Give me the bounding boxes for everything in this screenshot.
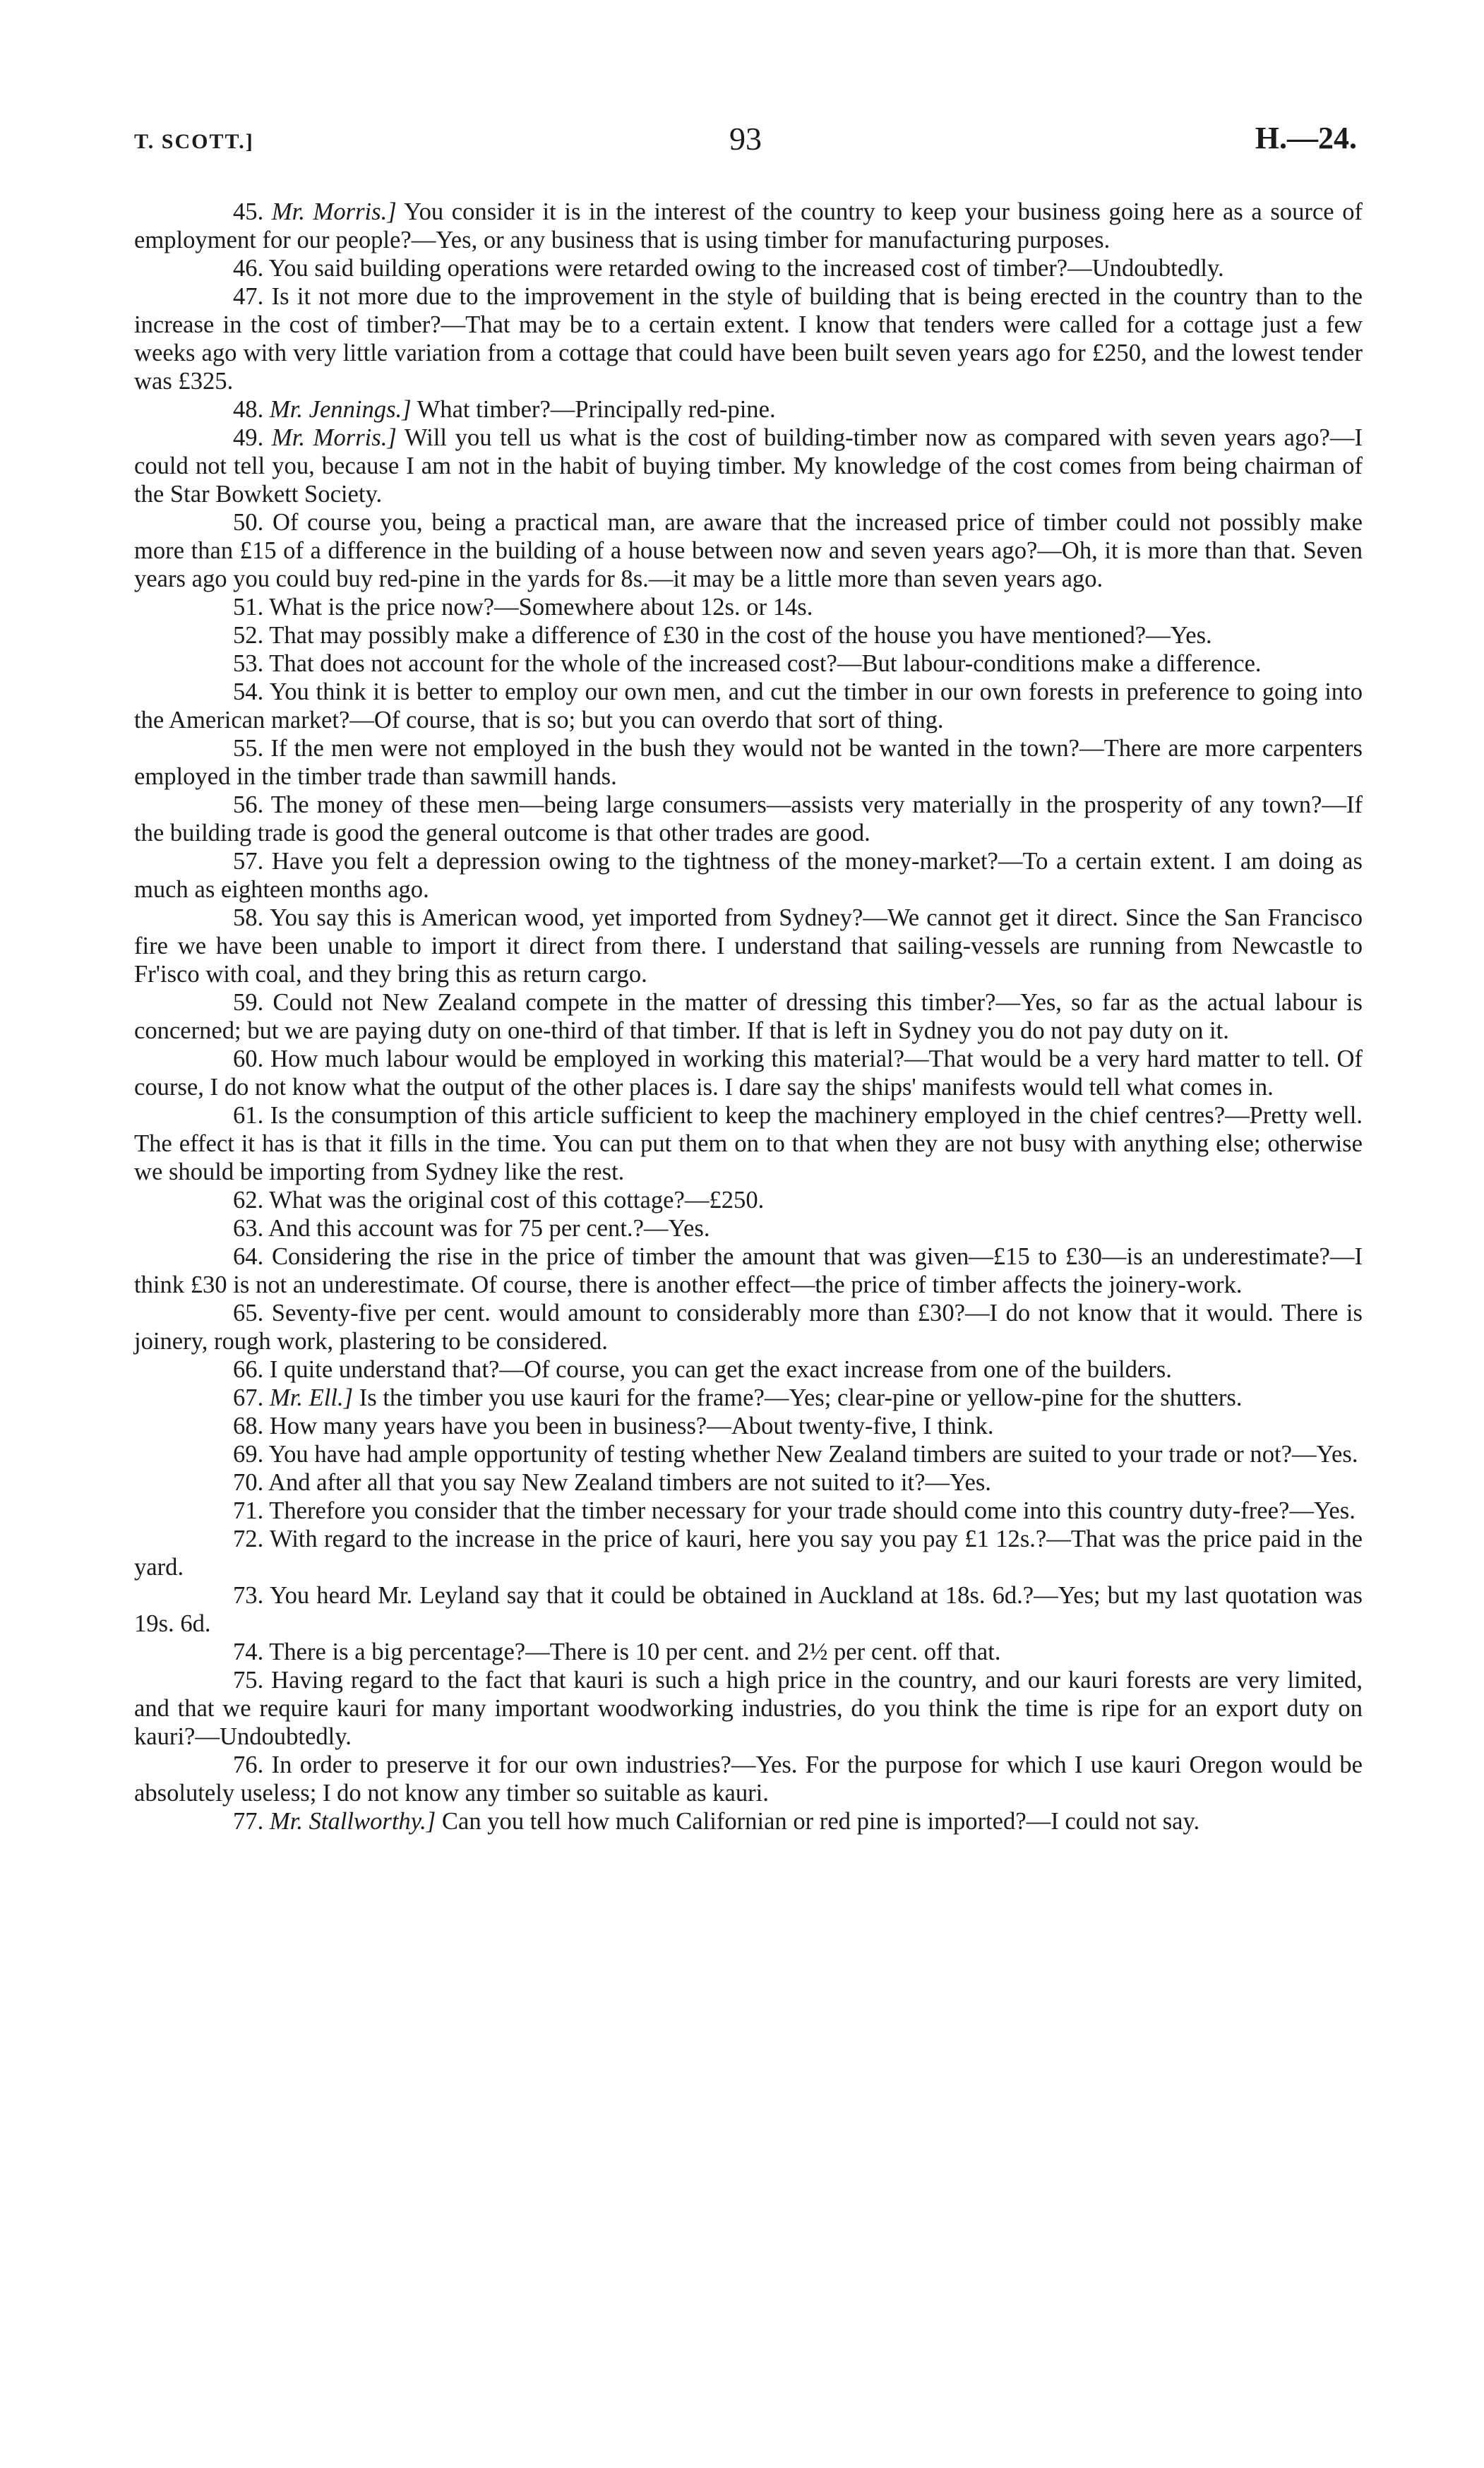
question-number: 57. <box>233 848 264 875</box>
question-answer-text: Could not New Zealand compete in the matter of dressing this timber?—Yes, so far as the actual labour is concerned; but we are paying duty on one-third of that timber. If that is left in Sydney you do not pay duty on it. <box>134 989 1363 1044</box>
question-number: 67. <box>233 1384 264 1411</box>
question-answer-text: How much labour would be employed in working this material?—That would be a very hard matter to tell. Of course, I do not know what the output of the other places is. I dare say the ships' manifests would tell what comes in. <box>134 1046 1363 1101</box>
question-answer-text: Considering the rise in the price of timber the amount that was given—£15 to £30—is an underestimate?—I think £30 is not an underestimate. Of course, there is another effect—the price of timber affects the joinery-work. <box>134 1243 1363 1298</box>
question-answer-text: Seventy-five per cent. would amount to considerably more than £30?—I do not know that it would. There is joinery, rough work, plastering to be considered. <box>134 1300 1363 1355</box>
question-number: 75. <box>233 1667 264 1694</box>
minutes-of-evidence <box>134 198 1363 1835</box>
question-paragraph <box>134 649 1363 678</box>
question-number: 61. <box>233 1102 264 1129</box>
question-number: 77. <box>233 1808 264 1835</box>
question-paragraph <box>134 988 1363 1045</box>
question-paragraph <box>134 1581 1363 1638</box>
question-paragraph <box>134 1214 1363 1242</box>
question-answer-text: You said building operations were retarded owing to the increased cost of timber?—Undoubtedly. <box>268 255 1224 282</box>
question-answer-text: You have had ample opportunity of testing whether New Zealand timbers are suited to your trade or not?—Yes. <box>268 1441 1358 1468</box>
question-number: 50. <box>233 509 264 536</box>
question-answer-text: Having regard to the fact that kauri is such a high price in the country, and our kauri forests are very limited, and that we require kauri for many important woodworking industries, do you think the time is ripe for an export duty on kauri?—Undoubtedly. <box>134 1667 1363 1750</box>
question-answer-text: If the men were not employed in the bush they would not be wanted in the town?—There are more carpenters employed in the timber trade than sawmill hands. <box>134 735 1363 790</box>
question-paragraph <box>134 904 1363 988</box>
question-paragraph <box>134 282 1363 395</box>
question-answer-text: Is the timber you use kauri for the frame?—Yes; clear-pine or yellow-pine for the shutters. <box>359 1384 1243 1411</box>
question-paragraph <box>134 1525 1363 1581</box>
question-answer-text: That may possibly make a difference of £30 in the cost of the house you have mentioned?—Yes. <box>269 622 1212 649</box>
question-paragraph <box>134 1412 1363 1440</box>
question-answer-text: Will you tell us what is the cost of building-timber now as compared with seven years ago?—I could not tell you, because I am not in the habit of buying timber. My knowledge of the cost comes from being chairman of the Star Bowkett Society. <box>134 424 1363 508</box>
question-paragraph <box>134 508 1363 593</box>
question-number: 63. <box>233 1215 264 1242</box>
question-number: 56. <box>233 791 264 818</box>
question-number: 52. <box>233 622 264 649</box>
question-paragraph <box>134 1299 1363 1355</box>
question-number: 71. <box>233 1497 264 1524</box>
question-number: 55. <box>233 735 264 762</box>
question-answer-text: Can you tell how much Californian or red pine is imported?—I could not say. <box>441 1808 1200 1835</box>
question-number: 45. <box>233 198 264 225</box>
question-number: 46. <box>233 255 264 282</box>
question-number: 62. <box>233 1187 264 1214</box>
question-number: 65. <box>233 1300 264 1326</box>
question-number: 66. <box>233 1356 264 1383</box>
question-answer-text: Is it not more due to the improvement in the style of building that is being erected in the country than to the increase in the cost of timber?—That may be to a certain extent. I know that tenders were called for a cottage just a few weeks ago with very little variation from a cottage that could have been built seven years ago for £250, and the lowest tender was £325. <box>134 283 1363 395</box>
question-paragraph <box>134 1440 1363 1468</box>
question-number: 58. <box>233 904 264 931</box>
question-number: 70. <box>233 1469 264 1496</box>
question-paragraph <box>134 424 1363 508</box>
question-paragraph <box>134 198 1363 254</box>
question-answer-text: You think it is better to employ our own men, and cut the timber in our own forests in preference to going into the American market?—Of course, that is so; but you can overdo that sort of thing. <box>134 678 1363 733</box>
speaker-name: Mr. Ell.] <box>269 1384 354 1411</box>
question-number: 76. <box>233 1751 264 1778</box>
question-paragraph <box>134 254 1363 282</box>
question-paragraph <box>134 1497 1363 1525</box>
question-paragraph <box>134 1355 1363 1384</box>
question-paragraph <box>134 621 1363 649</box>
question-answer-text: There is a big percentage?—There is 10 per cent. and 2½ per cent. off that. <box>269 1639 1001 1665</box>
question-number: 54. <box>233 678 264 705</box>
question-paragraph <box>134 1468 1363 1497</box>
document-reference: H.—24. <box>1255 121 1357 155</box>
speaker-name: Mr. Morris.] <box>271 424 397 451</box>
question-number: 68. <box>233 1413 264 1439</box>
question-number: 64. <box>233 1243 264 1270</box>
question-number: 73. <box>233 1582 264 1609</box>
question-answer-text: The money of these men—being large consumers—assists very materially in the prosperity of any town?—If the building trade is good the general outcome is that other trades are good. <box>134 791 1363 846</box>
speaker-name: Mr. Jennings.] <box>269 396 412 423</box>
question-answer-text: What timber?—Principally red-pine. <box>417 396 776 423</box>
question-answer-text: Have you felt a depression owing to the tightness of the money-market?—To a certain extent. I am doing as much as eighteen months ago. <box>134 848 1363 903</box>
question-answer-text: That does not account for the whole of the increased cost?—But labour-conditions make a difference. <box>269 650 1262 677</box>
question-answer-text: And this account was for 75 per cent.?—Yes. <box>268 1215 710 1242</box>
question-paragraph <box>134 593 1363 621</box>
question-answer-text: I quite understand that?—Of course, you can get the exact increase from one of the builders. <box>269 1356 1172 1383</box>
question-answer-text: You heard Mr. Leyland say that it could be obtained in Auckland at 18s. 6d.?—Yes; but my last quotation was 19s. 6d. <box>134 1582 1363 1637</box>
question-answer-text: With regard to the increase in the price of kauri, here you say you pay £1 12s.?—That was the price paid in the yard. <box>134 1526 1363 1581</box>
question-number: 48. <box>233 396 264 423</box>
question-answer-text: You consider it is in the interest of the country to keep your business going here as a source of employment for our people?—Yes, or any business that is using timber for manufacturing purposes. <box>134 198 1363 253</box>
question-paragraph <box>134 734 1363 791</box>
question-paragraph <box>134 791 1363 847</box>
question-paragraph <box>134 1751 1363 1807</box>
question-answer-text: In order to preserve it for our own industries?—Yes. For the purpose for which I use kauri Oregon would be absolutely useless; I do not know any timber so suitable as kauri. <box>134 1751 1363 1807</box>
question-paragraph <box>134 1186 1363 1214</box>
page-header <box>134 120 1357 169</box>
question-number: 47. <box>233 283 264 310</box>
question-paragraph <box>134 1242 1363 1299</box>
question-number: 60. <box>233 1046 264 1072</box>
question-paragraph <box>134 1666 1363 1751</box>
question-number: 53. <box>233 650 264 677</box>
question-answer-text: Therefore you consider that the timber necessary for your trade should come into this country duty-free?—Yes. <box>269 1497 1356 1524</box>
question-paragraph <box>134 1384 1363 1412</box>
question-paragraph <box>134 1807 1363 1835</box>
question-paragraph <box>134 847 1363 904</box>
question-paragraph <box>134 1101 1363 1186</box>
speaker-name: Mr. Morris.] <box>271 198 397 225</box>
question-answer-text: And after all that you say New Zealand timbers are not suited to it?—Yes. <box>268 1469 991 1496</box>
question-answer-text: How many years have you been in business?—About twenty-five, I think. <box>269 1413 994 1439</box>
question-number: 72. <box>233 1526 264 1552</box>
question-number: 51. <box>233 594 264 621</box>
question-paragraph <box>134 1045 1363 1101</box>
question-answer-text: What was the original cost of this cottage?—£250. <box>269 1187 765 1214</box>
question-answer-text: What is the price now?—Somewhere about 12s. or 14s. <box>269 594 813 621</box>
question-number: 74. <box>233 1639 264 1665</box>
speaker-name: Mr. Stallworthy.] <box>269 1808 436 1835</box>
question-answer-text: You say this is American wood, yet imported from Sydney?—We cannot get it direct. Since the San Francisco fire we have been unable to import it direct from there. I understand that sailing-vessels are running from Newcastle to Fr'isco with coal, and they bring this as return cargo. <box>134 904 1363 988</box>
page-number: 93 <box>729 121 762 157</box>
question-answer-text: Of course you, being a practical man, are aware that the increased price of timber could not possibly make more than £15 of a difference in the building of a house between now and seven years ago?—Oh, it is more than that. Seven years ago you could buy red-pine in the yards for 8s.—it may be a little more than seven years ago. <box>134 509 1363 592</box>
question-paragraph <box>134 395 1363 424</box>
question-number: 69. <box>233 1441 264 1468</box>
question-number: 49. <box>233 424 264 451</box>
question-answer-text: Is the consumption of this article sufficient to keep the machinery employed in the chief centres?—Pretty well. The effect it has is that it fills in the time. You can put them on to that when they are not busy with anything else; otherwise we should be importing from Sydney like the rest. <box>134 1102 1363 1185</box>
question-paragraph <box>134 1638 1363 1666</box>
question-paragraph <box>134 678 1363 734</box>
witness-name: T. SCOTT.] <box>134 130 254 153</box>
question-number: 59. <box>233 989 264 1016</box>
